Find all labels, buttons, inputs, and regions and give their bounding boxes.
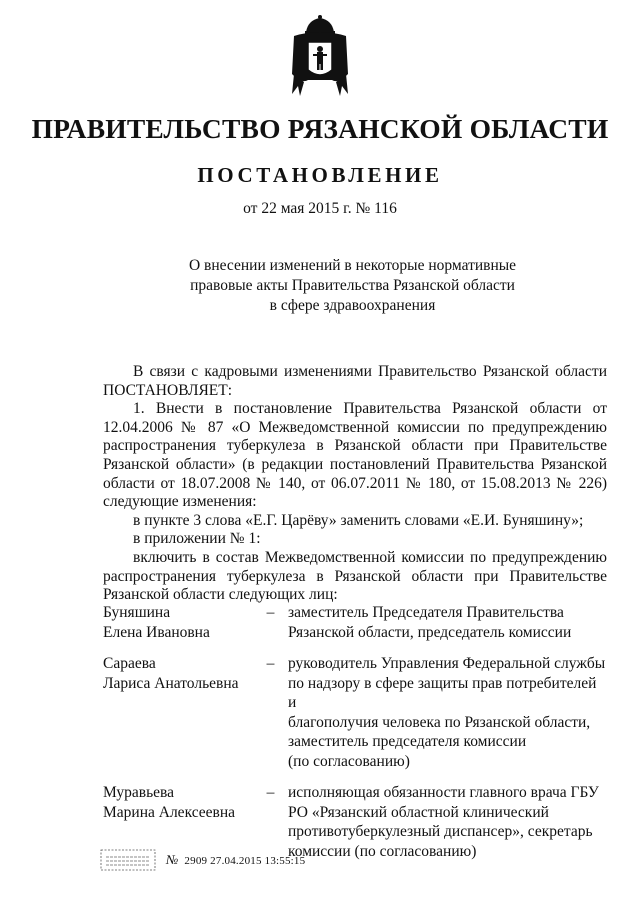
document-registry-stamp-icon [100,849,156,871]
document-type-heading: ПОСТАНОВЛЕНИЕ [197,163,443,187]
ryazan-coat-of-arms-icon [288,14,352,104]
body-line: распространения туберкулеза в Рязанской области при Правительстве [103,567,607,585]
body-line: в пункте 3 слова «Е.Г. Царёву» заменить словами «Е.И. Буняшину»; [133,511,584,529]
body-line: области от 18.07.2008 № 140, от 06.07.2011 № 180, от 15.08.2013 № 226) [103,474,607,492]
body-line: распространения туберкулеза в Рязанской области при Правительстве [103,437,607,455]
role-line: руководитель Управления Федеральной службы [288,655,606,672]
role-line: заместитель Председателя Правительства [288,604,564,621]
government-title: ПРАВИТЕЛЬСТВО РЯЗАНСКОЙ ОБЛАСТИ [31,113,609,144]
member-dash: – [266,784,275,801]
member-name [103,603,253,642]
body-line: следующие изменения: [103,493,257,511]
member-given-name: Лариса Анатольевна [103,674,239,692]
subject-line: в сфере здравоохранения [269,297,436,314]
role-line: Рязанской области, председатель комиссии [288,623,572,641]
member-entry [103,603,613,642]
member-dash: – [266,604,275,621]
body-line: 1. Внести в постановление Правительства Рязанской области от [133,400,607,418]
member-surname: Муравьева [103,784,175,801]
member-entry [103,654,613,771]
registration-info: 2909 27.04.2015 13:55:15 [184,855,306,867]
member-surname: Сараева [103,655,156,672]
role-line: противотуберкулезный диспансер», секретарь [288,823,593,840]
role-line: (по согласованию) [288,752,410,770]
registration-stamp-text [166,852,305,868]
body-line: в приложении № 1: [133,530,261,548]
body-line: В связи с кадровыми изменениями Правительство Рязанской области [133,363,607,380]
role-line: благополучия человека по Рязанской области, [288,713,591,731]
body-line: 12.04.2006 № 87 «О Межведомственной комиссии по предупреждению [103,418,607,436]
member-role [288,783,608,861]
body-line: Рязанской области» (в редакции постановлений Правительства Рязанской [103,455,607,473]
member-role [288,603,608,642]
member-name [103,654,253,771]
member-dash: – [266,655,275,672]
commission-members-list [103,603,613,873]
role-line: РО «Рязанский областной клинический [288,803,549,821]
document-date-number: от 22 мая 2015 г. № 116 [243,200,397,217]
member-role [288,654,608,771]
body-line: Рязанской области следующих лиц: [103,586,338,604]
role-line: комиссии (по согласованию) [288,842,477,860]
member-given-name: Елена Ивановна [103,623,210,641]
role-line: по надзору в сфере защиты прав потребителей и [288,674,597,711]
body-line: включить в состав Межведомственной комиссии по предупреждению [133,548,607,566]
document-subject [180,256,525,316]
subject-line: правовые акты Правительства Рязанской области [190,277,515,294]
role-line: исполняющая обязанности главного врача ГБУ [288,784,599,801]
role-line: заместитель председателя комиссии [288,733,527,750]
document-body [103,363,607,605]
member-given-name: Марина Алексеевна [103,803,236,821]
document-footer [100,848,305,872]
subject-line: О внесении изменений в некоторые нормативные [188,257,517,274]
member-surname: Буняшина [103,604,171,621]
number-sign: № [166,852,179,867]
body-line: ПОСТАНОВЛЯЕТ: [103,381,233,399]
